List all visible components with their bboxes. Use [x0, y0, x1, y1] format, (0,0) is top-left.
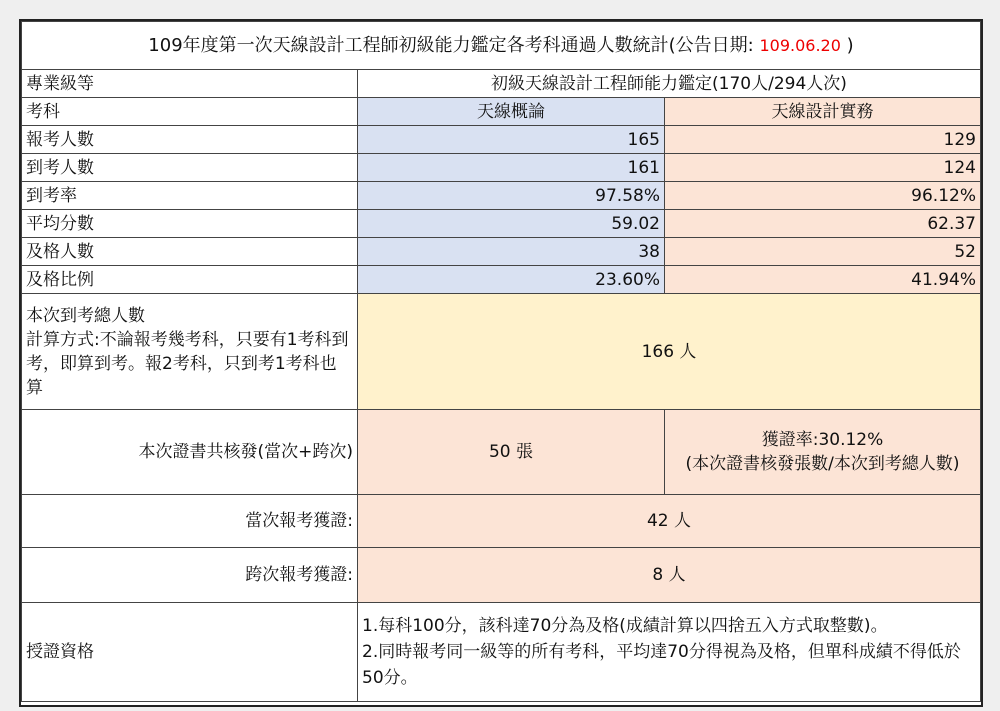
value-s2: 62.37: [665, 210, 981, 238]
value-s2: 52: [665, 238, 981, 266]
row-label: 及格人數: [22, 238, 358, 266]
total-value: 166 人: [358, 294, 981, 410]
table-row: [22, 182, 981, 210]
row-label: 到考人數: [22, 154, 358, 182]
table-title: 109年度第一次天線設計工程師初級能力鑑定各考科通過人數統計(公告日期: 109.06.20 ): [22, 22, 981, 70]
total-label: 本次到考總人數 計算方式:不論報考幾考科，只要有1考科到考，即算到考。報2考科，只到考1考科也算: [22, 294, 358, 410]
certs-rate: 獲證率:30.12% (本次證書核發張數/本次到考總人數): [665, 410, 981, 495]
stats-table-container: [19, 19, 983, 707]
subject-label: 考科: [22, 98, 358, 126]
value-s1: 23.60%: [358, 266, 665, 294]
row-label: 到考率: [22, 182, 358, 210]
value-s2: 124: [665, 154, 981, 182]
table-row: [22, 126, 981, 154]
announce-date: 109.06.20: [759, 35, 841, 55]
cross-label: 跨次報考獲證:: [22, 548, 358, 603]
certs-value: 50 張: [358, 410, 665, 495]
value-s1: 165: [358, 126, 665, 154]
qual-label: 授證資格: [22, 603, 358, 702]
subject-1: 天線概論: [358, 98, 665, 126]
table-row: [22, 154, 981, 182]
subject-2: 天線設計實務: [665, 98, 981, 126]
cross-value: 8 人: [358, 548, 981, 603]
current-label: 當次報考獲證:: [22, 495, 358, 548]
level-label: 專業級等: [22, 70, 358, 98]
level-value: 初級天線設計工程師能力鑑定(170人/294人次): [358, 70, 981, 98]
value-s2: 41.94%: [665, 266, 981, 294]
qual-text: 1.每科100分，該科達70分為及格(成績計算以四捨五入方式取整數)。 2.同時報考同一級等的所有考科，平均達70分得視為及格，但單科成績不得低於50分。: [358, 603, 981, 702]
table-row: [22, 238, 981, 266]
row-label: 平均分數: [22, 210, 358, 238]
row-label: 及格比例: [22, 266, 358, 294]
current-value: 42 人: [358, 495, 981, 548]
table-row: [22, 210, 981, 238]
value-s1: 38: [358, 238, 665, 266]
row-label: 報考人數: [22, 126, 358, 154]
value-s1: 161: [358, 154, 665, 182]
table-row: [22, 266, 981, 294]
value-s1: 59.02: [358, 210, 665, 238]
value-s2: 96.12%: [665, 182, 981, 210]
value-s1: 97.58%: [358, 182, 665, 210]
stats-table: [21, 21, 981, 702]
value-s2: 129: [665, 126, 981, 154]
certs-label: 本次證書共核發(當次+跨次): [22, 410, 358, 495]
